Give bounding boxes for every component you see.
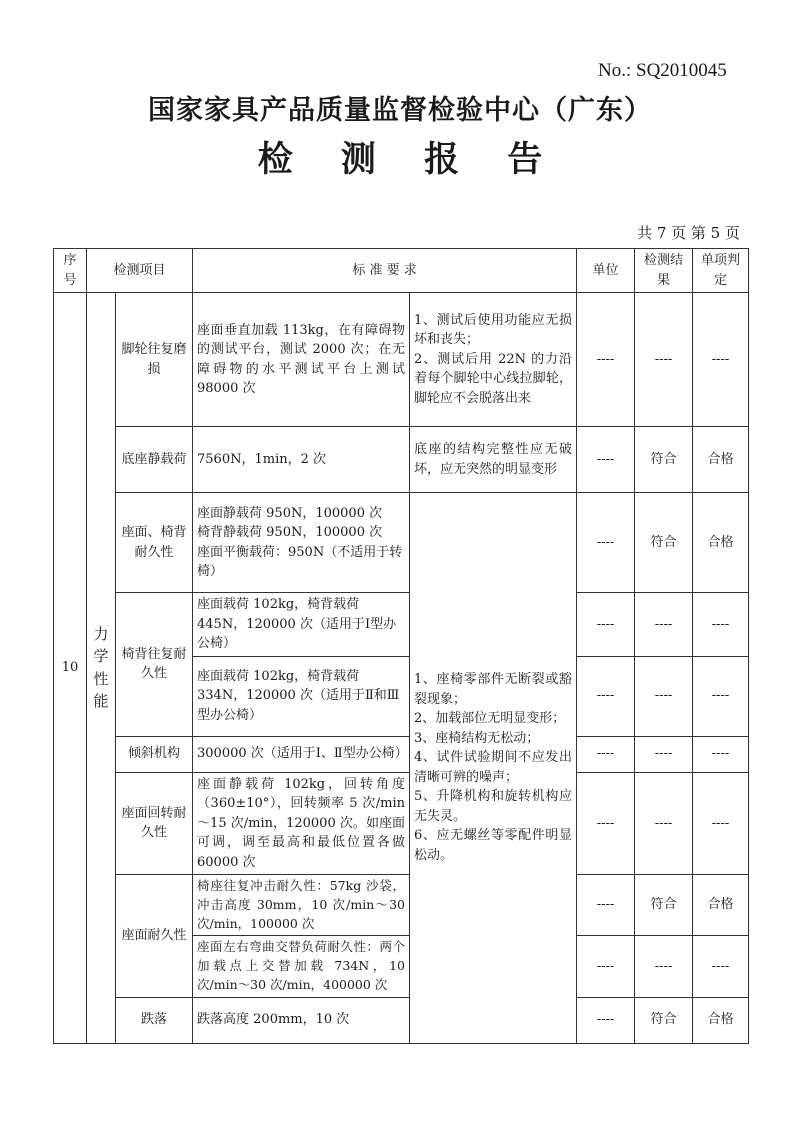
item-cell: 座面、椅背耐久性 [116,493,193,593]
table-row [54,427,749,493]
condition-cell: 座面左右弯曲交替负荷耐久性：两个加载点上交替加载 734N，10 次/min～30 次/min，400000 次 [193,936,410,997]
seq-cell: 10 [54,293,87,1044]
table-row [54,875,749,936]
table-row [54,736,749,772]
result-cell: 符合 [635,427,693,493]
verdict-cell: ---- [693,656,749,736]
unit-cell: ---- [577,293,635,427]
item-cell: 座面回转耐久性 [116,772,193,875]
item-cell: 座面耐久性 [116,875,193,998]
item-cell: 倾斜机构 [116,736,193,772]
verdict-cell: ---- [693,593,749,657]
table-row [54,493,749,593]
result-cell: 符合 [635,997,693,1043]
category-cell: 力学性能 [87,293,116,1044]
condition-cell: 椅座往复冲击耐久性：57kg 沙袋，冲击高度 30mm，10 次/min～30 次/min，100000 次 [193,875,410,936]
unit-cell: ---- [577,875,635,936]
condition-cell: 座面静载荷 102kg，回转角度（360±10°），回转频率 5 次/min～15 次/min，120000 次。如座面可调，调至最高和最低位置各做 60000 次 [193,772,410,875]
result-cell: ---- [635,293,693,427]
verdict-cell: 合格 [693,997,749,1043]
organization-title: 国家家具产品质量监督检验中心（广东） [148,95,652,126]
result-cell: 符合 [635,493,693,593]
criteria-cell: 1、测试后使用功能应无损坏和丧失； 2、测试后用 22N 的力沿着每个脚轮中心线拉脚轮，脚轮应不会脱落出来 [410,293,577,427]
verdict-cell: 合格 [693,875,749,936]
criteria-cell: 底座的结构完整性应无破坏，应无突然的明显变形 [410,427,577,493]
condition-cell: 座面载荷 102kg，椅背载荷 445N，120000 次（适用于Ⅰ型办公椅） [193,593,410,657]
page-info: 共 7 页 第 5 页 [637,224,740,242]
unit-cell: ---- [577,736,635,772]
condition-cell: 300000 次（适用于Ⅰ、Ⅱ型办公椅） [193,736,410,772]
header-verdict: 单项判定 [693,249,749,293]
condition-cell: 跌落高度 200mm，10 次 [193,997,410,1043]
result-cell: ---- [635,772,693,875]
result-cell: ---- [635,736,693,772]
verdict-cell: ---- [693,736,749,772]
test-report-table [53,248,749,1044]
verdict-cell: ---- [693,293,749,427]
verdict-cell: 合格 [693,493,749,593]
unit-cell: ---- [577,593,635,657]
header-item: 检测项目 [87,249,193,293]
document-title: 检 测 报 告 [257,139,561,180]
condition-cell: 座面载荷 102kg，椅背载荷 334N，120000 次（适用于Ⅱ和Ⅲ型办公椅） [193,656,410,736]
condition-cell: 座面静载荷 950N，100000 次 椅背静载荷 950N，100000 次 座面平衡载荷：950N（不适用于转椅） [193,493,410,593]
unit-cell: ---- [577,493,635,593]
unit-cell: ---- [577,656,635,736]
unit-cell: ---- [577,427,635,493]
header-requirement: 标 准 要 求 [193,249,577,293]
condition-cell: 7560N，1min，2 次 [193,427,410,493]
header-unit: 单位 [577,249,635,293]
item-cell: 脚轮往复磨损 [116,293,193,427]
condition-cell: 座面垂直加载 113kg，在有障碍物的测试平台，测试 2000 次；在无障碍物的水平测试平台上测试 98000 次 [193,293,410,427]
table-row [54,593,749,657]
header-result: 检测结果 [635,249,693,293]
header-seq: 序号 [54,249,87,293]
unit-cell: ---- [577,997,635,1043]
result-cell: ---- [635,656,693,736]
table-row [54,293,749,427]
verdict-cell: ---- [693,936,749,997]
result-cell: 符合 [635,875,693,936]
table-row [54,997,749,1043]
report-number: No.: SQ2010045 [598,60,727,81]
item-cell: 底座静载荷 [116,427,193,493]
verdict-cell: 合格 [693,427,749,493]
unit-cell: ---- [577,936,635,997]
result-cell: ---- [635,593,693,657]
table-row [54,772,749,875]
verdict-cell: ---- [693,772,749,875]
criteria-cell: 1、座椅零部件无断裂或豁裂现象； 2、加载部位无明显变形； 3、座椅结构无松动； 4、试件试验期间不应发出清晰可辨的噪声； 5、升降机构和旋转机构应无失灵。 6、应无螺丝等零配件明显松动。 [410,493,577,1044]
item-cell: 椅背往复耐久性 [116,593,193,737]
table-header-row [54,249,749,293]
result-cell: ---- [635,936,693,997]
unit-cell: ---- [577,772,635,875]
item-cell: 跌落 [116,997,193,1043]
